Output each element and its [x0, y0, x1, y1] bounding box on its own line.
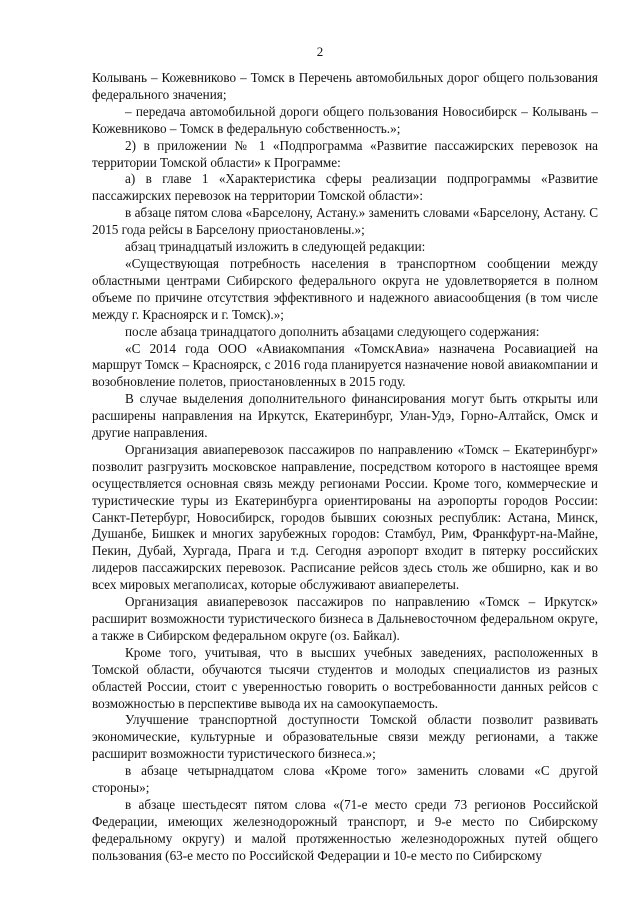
paragraph: в абзаце шестьдесят пятом слова «(71-е место среди 73 регионов Российской Федерации, имеющих железнодорожный транспорт, и 9-е место по Сибирскому федеральному округу) и малой протяженностью железнодорожных путей общего пользования (63-е место по Российской Федерации и 10-е место по Сибирскому: [92, 796, 598, 863]
paragraph: Колывань – Кожевниково – Томск в Перечень автомобильных дорог общего пользования федерального значения;: [92, 70, 598, 102]
paragraph: Организация авиаперевозок пассажиров по направлению «Томск – Екатеринбург» позволит разгрузить московское направление, посредством которого в настоящее время осуществляется основная связь между регионами России. Кроме того, коммерческие и туристические туры из Екатеринбурга ориентированы на аэропорты городов России: Санкт-Петербург, Новосибирск, городов бывших союзных республик: Астана, Минск, Душанбе, Бишкек и многих зарубежных городов: Стамбул, Рим, Франкфурт-на-Майне, Пекин, Дубай, Хургада, Прага и т.д. Сегодня аэропорт входит в пятерку российских лидеров пассажирских перевозок. Расписание рейсов здесь столь же обширно, как и во всех мировых мегаполисах, которые обслуживают авиаперелеты.: [92, 441, 598, 593]
paragraph: в абзаце четырнадцатом слова «Кроме того» заменить словами «С другой стороны»;: [92, 763, 598, 796]
paragraph: Организация авиаперевозок пассажиров по направлению «Томск – Иркутск» расширит возможности туристического бизнеса в Дальневосточном федеральном округе, а также в Сибирском федеральном округе (оз. Байкал).: [92, 594, 598, 643]
paragraph: Кроме того, учитывая, что в высших учебных заведениях, расположенных в Томской области, обучаются тысячи студентов и молодых специалистов из разных областей России, стоит с уверенностью говорить о востребованности данных рейсов с возможностью в перспективе вывода их на самоокупаемость.: [92, 644, 598, 711]
paragraph: Улучшение транспортной доступности Томской области позволит развивать экономические, культурные и образовательные связи между регионами, а также расширит возможности туристического бизнеса.»;: [92, 712, 598, 762]
paragraph: «Существующая потребность населения в транспортном сообщении между областными центрами Сибирского федерального округа не удовлетворяется в полном объеме по причине отсутствия эффективного и надежного авиасообщения (в том числе между г. Красноярск и г. Томск).»;: [92, 255, 598, 322]
document-body: [92, 70, 598, 865]
page-number: 2: [316, 44, 324, 59]
paragraph: после абзаца тринадцатого дополнить абзацами следующего содержания:: [125, 323, 540, 339]
paragraph: – передача автомобильной дороги общего пользования Новосибирск – Колывань – Кожевниково – Томск в федеральную собственность.»;: [92, 103, 598, 136]
paragraph: в абзаце пятом слова «Барселону, Астану.» заменить словами «Барселону, Астану. С 2015 года рейсы в Барселону приостановлены.»;: [92, 205, 598, 238]
paragraph: «С 2014 года ООО «Авиакомпания «ТомскАвиа» назначена Росавиацией на маршрут Томск – Красноярск, с 2016 года планируется назначение новой авиакомпании и возобновление полетов, приостановленных в 2015 году.: [92, 340, 598, 390]
paragraph: В случае выделения дополнительного финансирования могут быть открыты или расширены направления на Иркутск, Екатеринбург, Улан-Удэ, Горно-Алтайск, Омск и другие направления.: [92, 391, 598, 441]
paragraph: абзац тринадцатый изложить в следующей редакции:: [125, 239, 426, 255]
paragraph: 2) в приложении № 1 «Подпрограмма «Развитие пассажирских перевозок на территории Томской области» к Программе:: [92, 137, 598, 170]
paragraph: а) в главе 1 «Характеристика сферы реализации подпрограммы «Развитие пассажирских перевозок на территории Томской области»:: [92, 171, 598, 204]
